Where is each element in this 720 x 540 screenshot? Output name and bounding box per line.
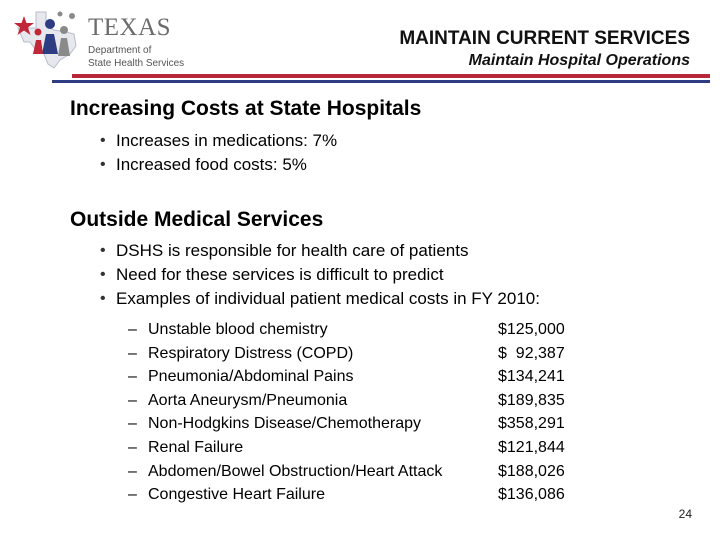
table-row [128, 436, 598, 460]
cost-amount: $189,835 [498, 391, 565, 409]
condition-name: Aorta Aneurysm/Pneumonia [148, 391, 348, 409]
dash-icon: – [128, 344, 137, 362]
table-row [128, 460, 598, 484]
table-row [128, 412, 598, 436]
dash-icon: – [128, 391, 137, 409]
section-heading-outside-medical: Outside Medical Services [70, 208, 324, 231]
logo-subtitle-line2: State Health Services [88, 58, 185, 69]
dash-icon: – [128, 438, 137, 456]
cost-amount: $ 92,387 [498, 344, 565, 362]
bullet-icon: • [100, 290, 106, 307]
dash-icon: – [128, 486, 137, 504]
section-heading-state-hospitals: Increasing Costs at State Hospitals [70, 97, 422, 120]
slide-title: MAINTAIN CURRENT SERVICES [399, 28, 690, 49]
list-item: • Examples of individual patient medical costs in FY 2010: [100, 287, 540, 311]
cost-amount: $125,000 [498, 321, 565, 338]
patient-cost-list [128, 318, 598, 507]
condition-name: Respiratory Distress (COPD) [148, 344, 354, 362]
cost-amount: $121,844 [498, 438, 565, 456]
bullet-list-state-hospitals [100, 129, 337, 177]
dash-icon: – [128, 321, 137, 338]
condition-name: Renal Failure [148, 438, 244, 456]
slide-subtitle: Maintain Hospital Operations [468, 52, 690, 69]
table-row [128, 483, 598, 507]
cost-amount: $188,026 [498, 462, 565, 480]
list-item: • DSHS is responsible for health care of patients [100, 239, 540, 263]
bullet-icon: • [100, 156, 106, 173]
condition-name: Congestive Heart Failure [148, 486, 325, 504]
condition-name: Abdomen/Bowel Obstruction/Heart Attack [148, 462, 443, 480]
cost-amount: $358,291 [498, 415, 565, 433]
list-item: • Increased food costs: 5% [100, 153, 337, 177]
condition-name: Pneumonia/Abdominal Pains [148, 368, 354, 386]
texas-map-logo-icon [10, 6, 86, 72]
dash-icon: – [128, 415, 137, 433]
page-number: 24 [678, 507, 692, 521]
table-row [128, 389, 598, 413]
list-item: • Increases in medications: 7% [100, 129, 337, 153]
cost-amount: $136,086 [498, 486, 565, 504]
dash-icon: – [128, 462, 137, 480]
header-rule-blue [52, 80, 710, 83]
logo-title: TEXAS [88, 14, 172, 41]
table-row [128, 342, 598, 366]
bullet-icon: • [100, 266, 106, 283]
bullet-icon: • [100, 132, 106, 149]
logo-subtitle-line1: Department of [88, 45, 152, 56]
condition-name: Non-Hodgkins Disease/Chemotherapy [148, 415, 422, 433]
bullet-list-outside-medical [100, 239, 540, 311]
table-row [128, 365, 598, 389]
table-row [128, 318, 598, 342]
header-rule-red [72, 74, 710, 78]
dash-icon: – [128, 368, 137, 386]
dshs-logo [10, 6, 200, 72]
bullet-icon: • [100, 242, 106, 259]
list-item: • Need for these services is difficult to predict [100, 263, 540, 287]
cost-amount: $134,241 [498, 368, 565, 386]
condition-name: Unstable blood chemistry [148, 321, 328, 338]
